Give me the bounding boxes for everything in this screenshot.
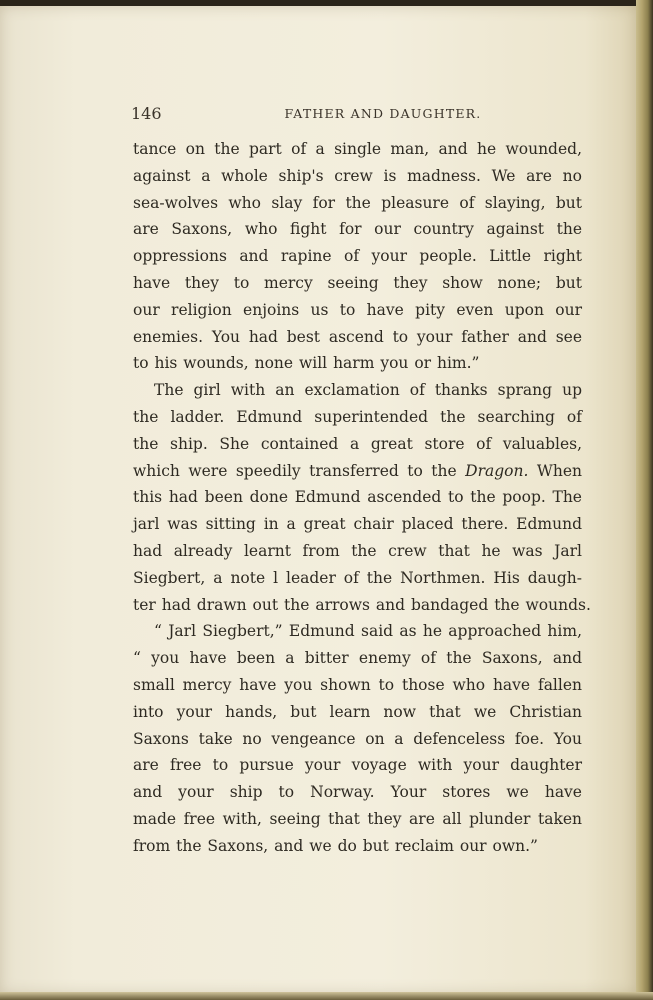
running-title: FATHER AND DAUGHTER.	[284, 106, 482, 121]
text-line: “ you have been a bitter enemy of the Saxons, and	[133, 649, 582, 668]
text-line: into your hands, but learn now that we Christian	[133, 702, 582, 721]
text-line: tance on the part of a single man, and he wounded,	[133, 140, 582, 158]
text-line: oppressions and rapine of your people. Little right	[133, 247, 582, 266]
text-line: Saxons take no vengeance on a defenceless foe. You	[133, 729, 582, 748]
text-line-with-italic	[133, 458, 582, 485]
text-line: small mercy have you shown to those who have fallen	[133, 675, 582, 694]
text-line: jarl was sitting in a great chair placed there. Edmund	[133, 515, 582, 534]
page-header	[131, 104, 585, 126]
text-line: had already learnt from the crew that he was Jarl	[133, 541, 582, 560]
page-edge	[636, 0, 653, 1000]
text-line: to his wounds, none will harm you or him.”	[133, 354, 480, 373]
text-line: against a whole ship's crew is madness. We are no	[133, 166, 582, 185]
text-segment: which were speedily transferred to the	[133, 461, 457, 480]
text-line: “ Jarl Siegbert,” Edmund said as he approached him,	[154, 622, 582, 641]
text-line: enemies. You had best ascend to your father and see	[133, 327, 582, 346]
text-line: and your ship to Norway. Your stores we have	[133, 783, 582, 802]
text-line: are free to pursue your voyage with your daughter	[133, 756, 582, 775]
text-line: The girl with an exclamation of thanks sprang up	[154, 381, 582, 400]
text-line: from the Saxons, and we do but reclaim our own.”	[133, 836, 538, 855]
text-line: Siegbert, a note l leader of the Northmen. His daugh-	[133, 568, 582, 587]
body-text	[133, 136, 591, 860]
text-line: ter had drawn out the arrows and bandaged the wounds.	[133, 595, 591, 614]
page-number: 146	[131, 104, 162, 123]
text-line: made free with, seeing that they are all plunder taken	[133, 809, 582, 828]
text-line: the ladder. Edmund superintended the searching of	[133, 407, 582, 426]
bottom-edge	[0, 992, 653, 1000]
text-line: our religion enjoins us to have pity even upon our	[133, 300, 582, 319]
text-line: this had been done Edmund ascended to the poop. The	[133, 488, 582, 507]
ship-name-italic: Dragon.	[465, 461, 529, 480]
text-line: sea-wolves who slay for the pleasure of slaying, but	[133, 193, 582, 212]
text-line: have they to mercy seeing they show none; but	[133, 273, 582, 292]
text-line: the ship. She contained a great store of valuables,	[133, 434, 582, 453]
text-line: are Saxons, who fight for our country against the	[133, 220, 582, 239]
text-segment: When	[536, 461, 582, 480]
